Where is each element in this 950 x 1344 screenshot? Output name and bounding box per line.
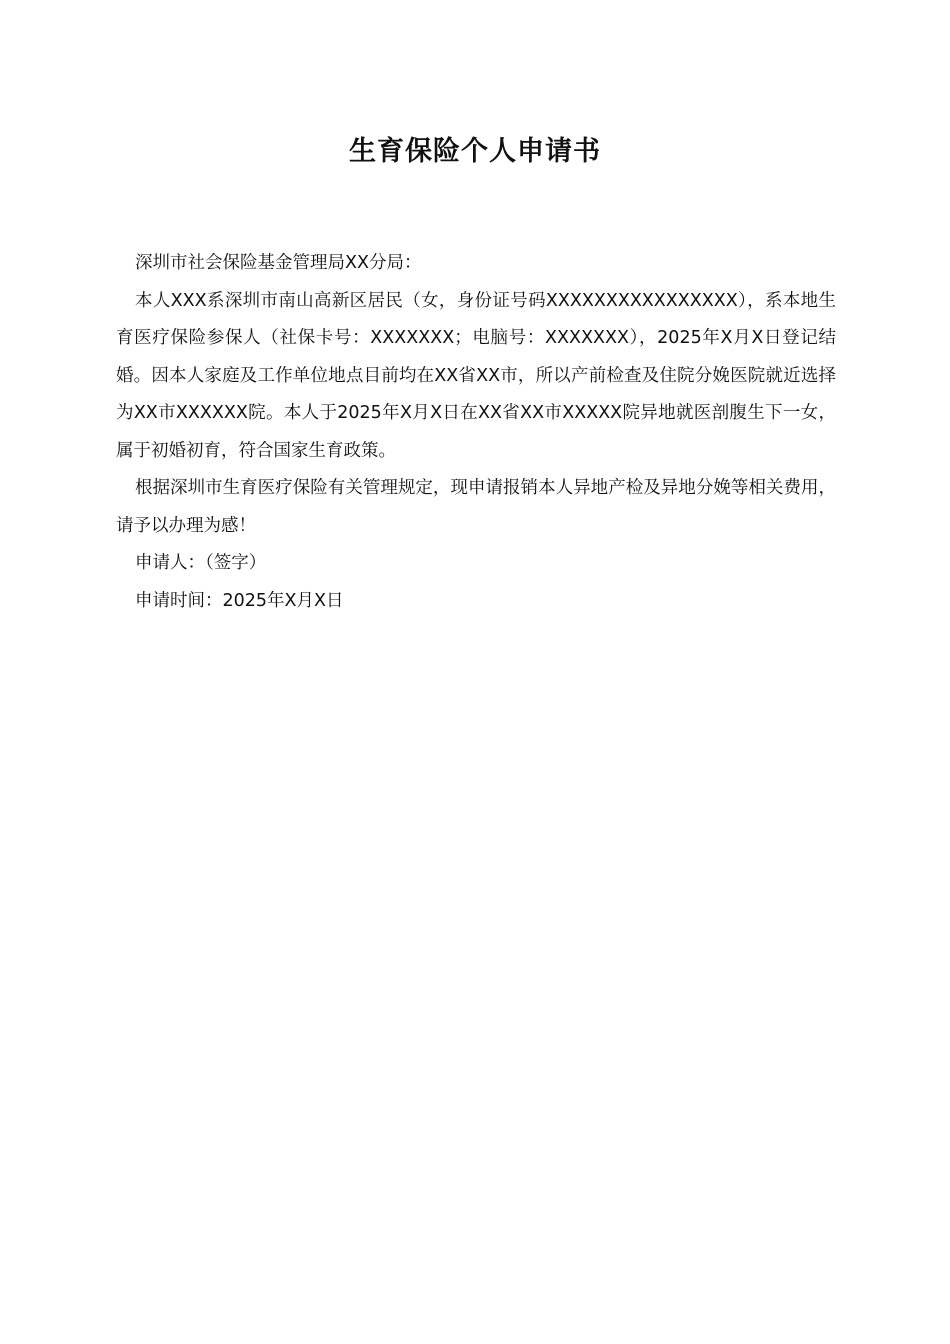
paragraph-request: 根据深圳市生育医疗保险有关管理规定，现申请报销本人异地产检及异地分娩等相关费用，请予以办理为感！	[116, 478, 836, 536]
document-title: 生育保险个人申请书	[349, 136, 601, 167]
paragraph-application-details: 本人XXX系深圳市南山高新区居民（女，身份证号码XXXXXXXXXXXXXXXX），系本地生育医疗保险参保人（社保卡号：XXXXXXX；电脑号：XXXXXXX），2025年X月X日登记结婚。因本人家庭及工作单位地点目前均在XX省XX市，所以产前检查及住院分娩医院就近选择为XX市XXXXXX院。本人于2025年X月X日在XX省XX市XXXXX院异地就医剖腹生下一女，属于初婚初育，符合国家生育政策。	[116, 290, 836, 461]
application-date-line: 申请时间：2025年X月X日	[135, 590, 344, 611]
applicant-signature-line: 申请人：（签字）	[135, 553, 267, 573]
salutation: 深圳市社会保险基金管理局XX分局：	[135, 253, 422, 273]
document-body	[116, 245, 836, 620]
